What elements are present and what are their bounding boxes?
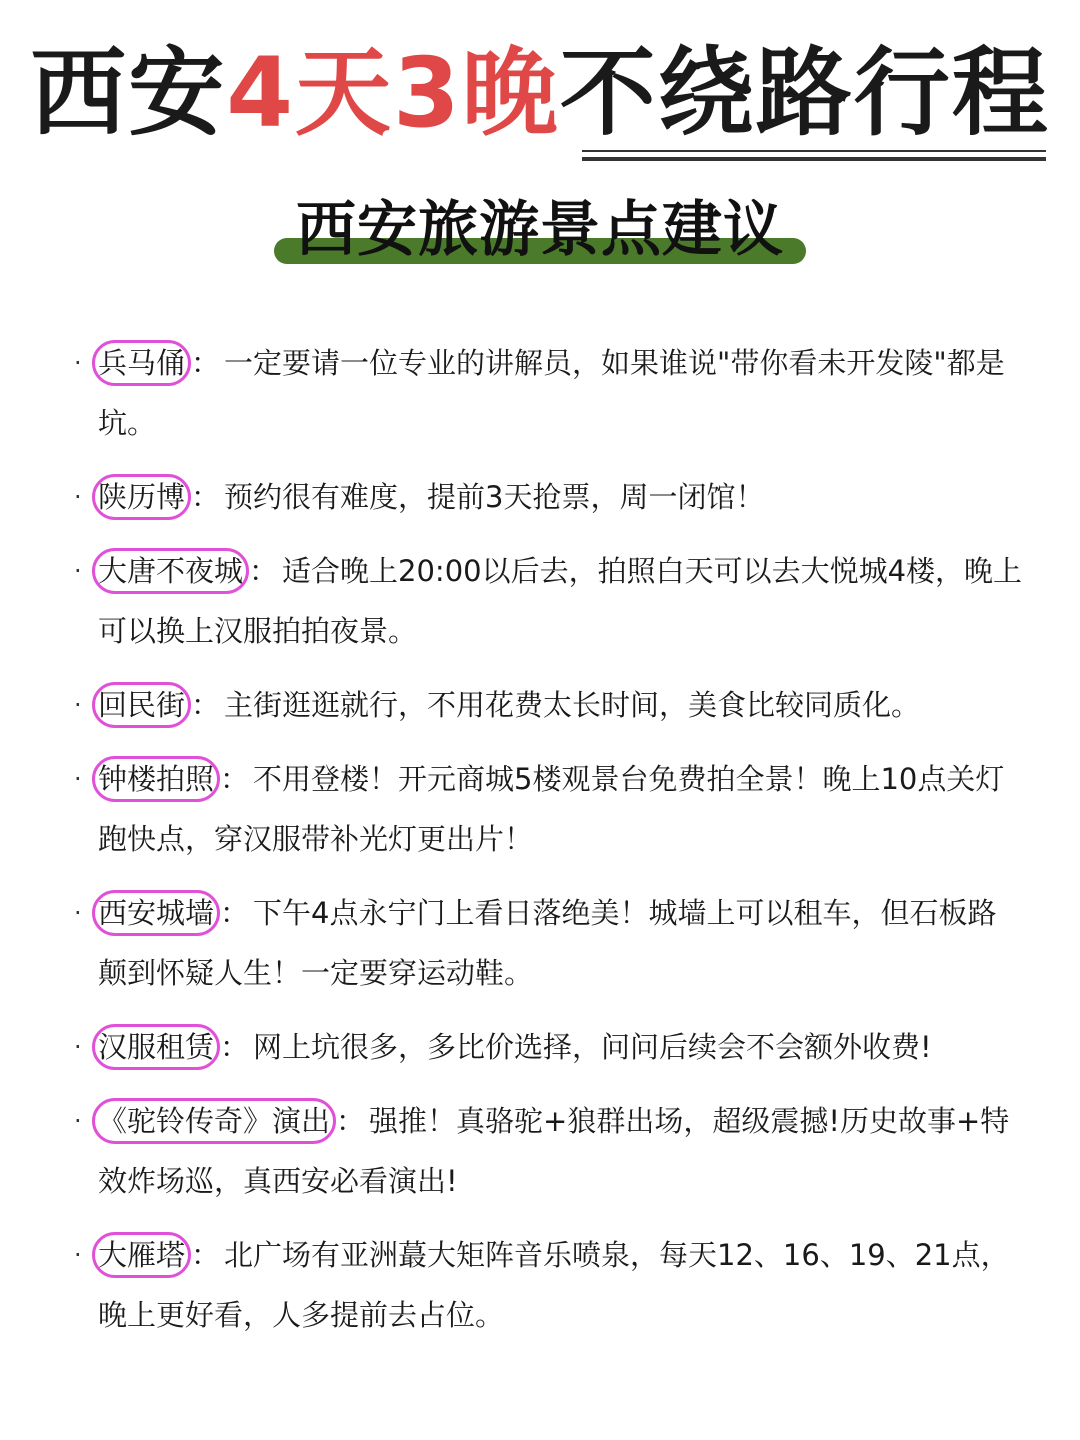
page-title <box>0 38 1080 148</box>
list-item: · 回民街 ： 主街逛逛就行，不用花费太长时间，美食比较同质化。 <box>0 675 1080 735</box>
bullet-icon: · <box>74 765 82 793</box>
attraction-tip: 北广场有亚洲蕞大矩阵音乐喷泉，每天12、16、19、21点，晚上更好看，人多提前去占位。 <box>98 1238 1010 1332</box>
list-item: · 兵马俑 ： 一定要请一位专业的讲解员，如果谁说"带你看未开发陵"都是坑。 <box>0 333 1080 453</box>
attraction-name: 兵马俑 <box>92 340 191 386</box>
list-item: · 大唐不夜城 ： 适合晚上20:00以后去，拍照白天可以去大悦城4楼，晚上可以换上汉服拍拍夜景。 <box>0 541 1080 661</box>
attraction-name: 西安城墙 <box>92 890 220 936</box>
bullet-icon: · <box>74 899 82 927</box>
subtitle-wrap <box>0 192 1080 268</box>
list-item: · 陕历博 ： 预约很有难度，提前3天抢票，周一闭馆！ <box>0 467 1080 527</box>
list-item: · 西安城墙 ： 下午4点永宁门上看日落绝美！城墙上可以租车，但石板路颠到怀疑人生！一定要穿运动鞋。 <box>0 883 1080 1003</box>
attraction-tip: 下午4点永宁门上看日落绝美！城墙上可以租车，但石板路颠到怀疑人生！一定要穿运动鞋。 <box>98 896 997 990</box>
bullet-icon: · <box>74 691 82 719</box>
subtitle <box>284 192 796 268</box>
list-item: · 《驼铃传奇》演出 ： 强推！真骆驼+狼群出场，超级震撼!历史故事+特效炸场巡，真西安必看演出! <box>0 1091 1080 1211</box>
tips-list <box>0 333 1080 1359</box>
list-item: · 大雁塔 ： 北广场有亚洲蕞大矩阵音乐喷泉，每天12、16、19、21点，晚上更好看，人多提前去占位。 <box>0 1225 1080 1345</box>
attraction-tip: 预约很有难度，提前3天抢票，周一闭馆！ <box>224 480 765 514</box>
bullet-icon: · <box>74 1241 82 1269</box>
title-underline-thick <box>582 157 1046 161</box>
attraction-name: 陕历博 <box>92 474 191 520</box>
subtitle-text: 西安旅游景点建议 <box>296 195 784 265</box>
list-item: · 汉服租赁 ： 网上坑很多，多比价选择，问问后续会不会额外收费! <box>0 1017 1080 1077</box>
bullet-icon: · <box>74 1033 82 1061</box>
title-accent: 4天3晚 <box>226 37 560 149</box>
title-part-1: 西安 <box>30 37 227 149</box>
bullet-icon: · <box>74 557 82 585</box>
title-underline-thin <box>582 150 1046 152</box>
attraction-name: 《驼铃传奇》演出 <box>92 1098 336 1144</box>
attraction-name: 汉服租赁 <box>92 1024 220 1070</box>
attraction-tip: 主街逛逛就行，不用花费太长时间，美食比较同质化。 <box>224 688 921 722</box>
attraction-name: 大唐不夜城 <box>92 548 249 594</box>
attraction-tip: 一定要请一位专业的讲解员，如果谁说"带你看未开发陵"都是坑。 <box>98 346 1005 440</box>
attraction-tip: 适合晚上20:00以后去，拍照白天可以去大悦城4楼，晚上可以换上汉服拍拍夜景。 <box>98 554 1023 648</box>
list-item: · 钟楼拍照 ： 不用登楼！开元商城5楼观景台免费拍全景！晚上10点关灯跑快点，穿汉服带补光灯更出片！ <box>0 749 1080 869</box>
bullet-icon: · <box>74 1107 82 1135</box>
attraction-name: 钟楼拍照 <box>92 756 220 802</box>
attraction-name: 回民街 <box>92 682 191 728</box>
attraction-tip: 不用登楼！开元商城5楼观景台免费拍全景！晚上10点关灯跑快点，穿汉服带补光灯更出片！ <box>98 762 1005 856</box>
attraction-tip: 网上坑很多，多比价选择，问问后续会不会额外收费! <box>253 1030 932 1064</box>
bullet-icon: · <box>74 349 82 377</box>
attraction-name: 大雁塔 <box>92 1232 191 1278</box>
attraction-tip: 强推！真骆驼+狼群出场，超级震撼!历史故事+特效炸场巡，真西安必看演出! <box>98 1104 1010 1198</box>
title-part-2: 不绕路行程 <box>559 37 1050 149</box>
bullet-icon: · <box>74 483 82 511</box>
